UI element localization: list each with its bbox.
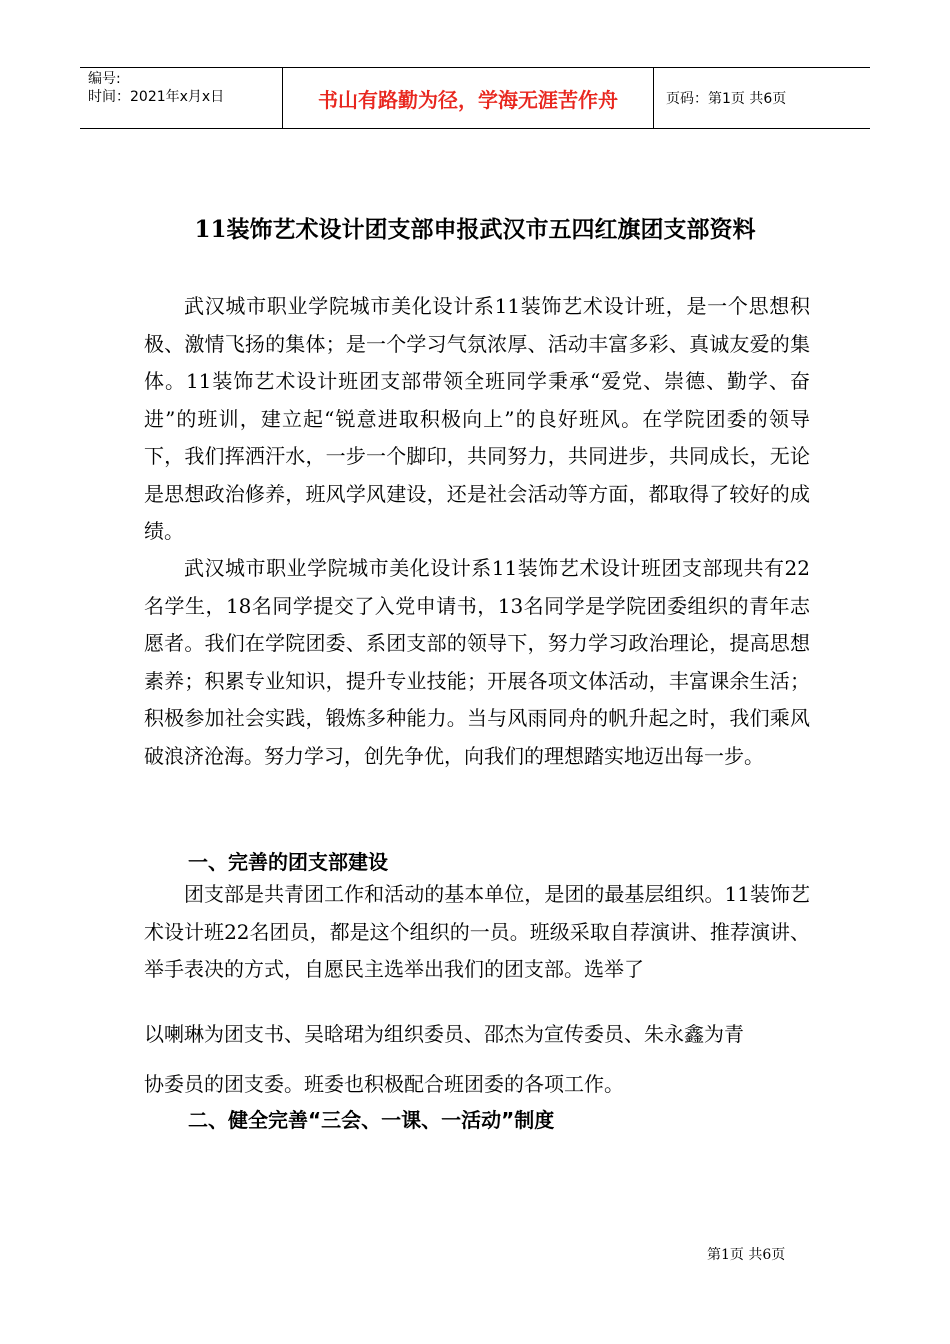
document-title: 11装饰艺术设计团支部申报武汉市五四红旗团支部资料 [194, 216, 756, 243]
paragraph-text: 团支部是共青团工作和活动的基本单位，是团的最基层组织。11装饰艺术设计班22名团员，都是这个组织的一员。班级采取自荐演讲、推荐演讲、举手表决的方式，自愿民主选举出我们的团支部。选举了 [144, 882, 810, 981]
intro-paragraph-1 [144, 288, 810, 551]
header-page-info: 页码：第1页 共6页 [666, 91, 787, 107]
page-header [80, 67, 870, 129]
paragraph-text: 武汉城市职业学院城市美化设计系11装饰艺术设计班，是一个思想积极、激情飞扬的集体；是一个学习气氛浓厚、活动丰富多彩、真诚友爱的集体。11装饰艺术设计班团支部带领全班同学秉承“爱党、崇德、勤学、奋进”的班训，建立起“锐意进取积极向上”的良好班风。在学院团委的领导下，我们挥洒汗水，一步一个脚印，共同努力，共同进步，共同成长，无论是思想政治修养，班风学风建设，还是社会活动等方面，都取得了较好的成绩。 [144, 294, 810, 543]
section-1-paragraph [144, 876, 810, 989]
section-1-line-2: 以喇琳为团支书、吴晗珺为组织委员、邵杰为宣传委员、朱永鑫为青 [144, 1022, 744, 1046]
document-time-label: 时间：2021年x月x日 [88, 89, 225, 105]
page-footer: 第1页 共6页 [707, 1247, 786, 1263]
document-number-label: 编号: [88, 71, 121, 87]
header-meta [80, 68, 282, 128]
section-2-heading: 二、健全完善“三会、一课、一活动”制度 [188, 1108, 555, 1132]
paragraph-text: 武汉城市职业学院城市美化设计系11装饰艺术设计班团支部现共有22名学生，18名同学提交了入党申请书，13名同学是学院团委组织的青年志愿者。我们在学院团委、系团支部的领导下，努力学习政治理论，提高思想素养；积累专业知识，提升专业技能；开展各项文体活动，丰富课余生活；积极参加社会实践，锻炼多种能力。当与风雨同舟的帆升起之时，我们乘风破浪济沧海。努力学习，创先争优，向我们的理想踏实地迈出每一步。 [144, 556, 810, 768]
header-motto: 书山有路勤为径，学海无涯苦作舟 [282, 68, 654, 128]
intro-paragraph-2 [144, 550, 810, 775]
section-1-line-3: 协委员的团支委。班委也积极配合班团委的各项工作。 [144, 1072, 624, 1096]
section-1-heading: 一、完善的团支部建设 [188, 850, 388, 874]
